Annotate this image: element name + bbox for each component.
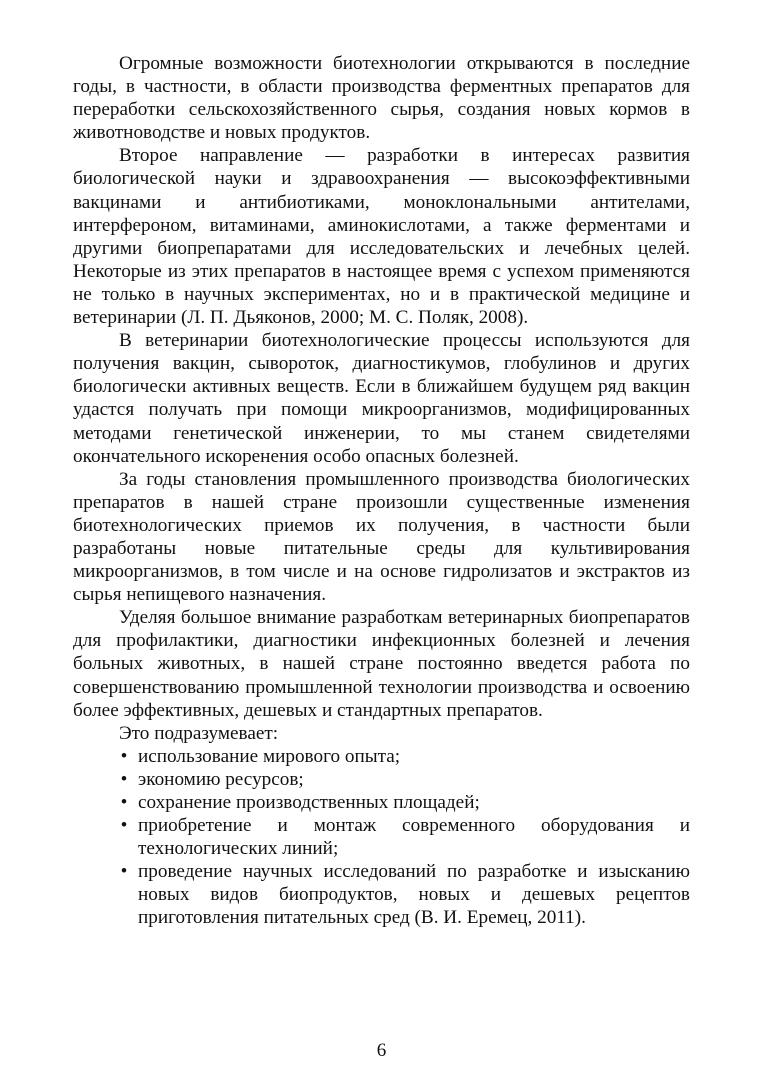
- list-item-text: экономию ресурсов;: [138, 768, 304, 790]
- paragraph-biopreparation-development: Уделяя большое внимание разработкам ветеринарных биопрепаратов для профилактики, диагностики инфекционных болезней и лечения больных животных, в нашей стране постоянно введется работа по совершенствованию промышленной технологии производства и освоению более эффективных, дешевых и стандартных препаратов.: [73, 607, 690, 721]
- list-item-text: использование мирового опыта;: [138, 745, 401, 767]
- bullet-icon: •: [120, 768, 128, 790]
- page-body: [73, 52, 690, 930]
- list-item: [73, 791, 690, 814]
- paragraph-biotech-opportunities: Огромные возможности биотехнологии открываются в последние годы, в частности, в области производства ферментных препаратов для переработки сельскохозяйственного сырья, создания новых кормов в животноводстве и новых продуктов.: [73, 53, 690, 144]
- paragraph-second-direction: Второе направление — разработки в интересах развития биологической науки и здравоохранения — высокоэффективными вакцинами и антибиотиками, моноклональными антителами, интерфероном, витаминами, аминокислотами, а также ферментами и другими биопрепаратами для исследовательских и лечебных целей. Некоторые из этих препаратов в настоящее время с успехом применяются не только в научных экспериментах, но и в практической медицине и ветеринарии (Л. П. Дьяконов, 2000; М. С. Поляк, 2008).: [73, 145, 690, 329]
- bullet-icon: •: [120, 815, 128, 837]
- bullet-icon: •: [120, 745, 128, 767]
- bullet-list: [73, 745, 690, 930]
- list-intro: Это подразумевает:: [119, 722, 279, 744]
- paragraph-industrial-production: За годы становления промышленного производства биологических препаратов в нашей стране произошли существенные изменения биотехнологических приемов их получения, в частности были разработаны новые питательные среды для культивирования микроорганизмов, в том числе и на основе гидролизатов и экстрактов из сырья непищевого назначения.: [73, 468, 690, 606]
- list-item: [73, 768, 690, 791]
- list-item-text: приобретение и монтаж современного оборудования и технологических линий;: [138, 815, 690, 860]
- list-item: [73, 814, 690, 860]
- list-item: [73, 745, 690, 768]
- bullet-icon: •: [120, 861, 128, 883]
- list-item-text: сохранение производственных площадей;: [138, 792, 480, 813]
- bullet-icon: •: [120, 792, 128, 813]
- list-item: [73, 860, 690, 929]
- list-item-text: проведение научных исследований по разработке и изысканию новых видов биопродуктов, новых и дешевых рецептов приготовления питательных сред (В. И. Еремец, 2011).: [138, 861, 690, 929]
- page-number: 6: [376, 1040, 387, 1061]
- paragraph-veterinary-processes: В ветеринарии биотехнологические процессы используются для получения вакцин, сывороток, диагностикумов, глобулинов и других биологически активных веществ. Если в ближайшем будущем ряд вакцин удастся получать при помощи микроорганизмов, модифицированных методами генетической инженерии, то мы станем свидетелями окончательного искоренения особо опасных болезней.: [73, 330, 690, 467]
